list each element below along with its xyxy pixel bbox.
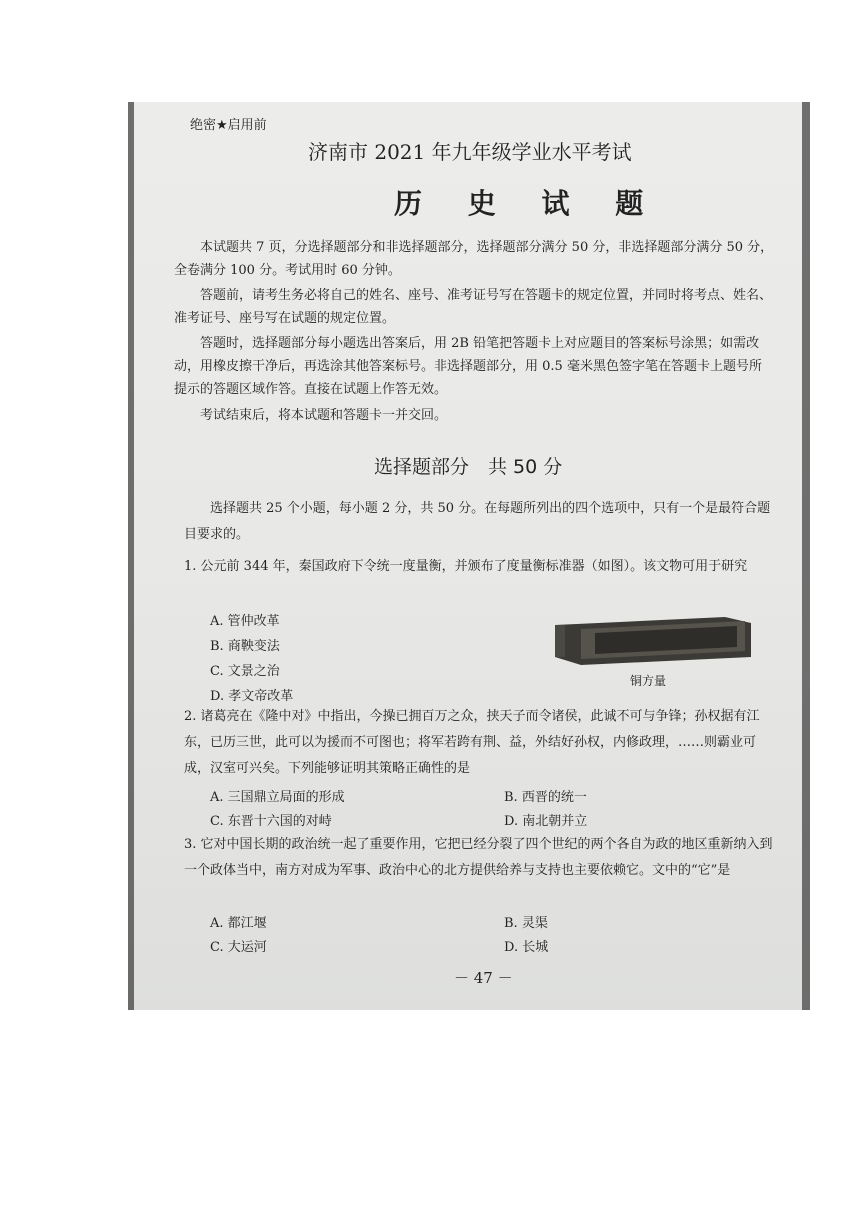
page-left-shadow — [128, 102, 134, 1010]
q2-option-d: D. 南北朝并立 — [504, 814, 588, 829]
section-instruction: 选择题共 25 个小题，每小题 2 分，共 50 分。在每题所列出的四个选项中，只有一个是最符合题目要求的。 — [184, 501, 771, 542]
instruction-paragraph-4: 考试结束后，将本试题和答题卡一并交回。 — [200, 408, 448, 423]
figure-caption: 铜方量 — [630, 674, 667, 688]
q2-option-b: B. 西晋的统一 — [504, 790, 587, 805]
q1-option-b: B. 商鞅变法 — [210, 639, 280, 654]
bronze-measure-handle — [555, 625, 565, 657]
instruction-paragraph-1: 本试题共 7 页，分选择题部分和非选择题部分，选择题部分满分 50 分，非选择题部分满分 50 分，全卷满分 100 分。考试用时 60 分钟。 — [174, 240, 774, 278]
instruction-paragraph-3: 答题时，选择题部分每小题选出答案后，用 2B 铅笔把答题卡上对应题目的答案标号涂黑；如需改动，用橡皮擦干净后，再选涂其他答案标号。非选择题部分，用 0.5 毫米黑色签字笔在答题卡上题号所提示的答题区域作答。直接在试题上作答无效。 — [174, 336, 762, 397]
question-1-stem: 1. 公元前 344 年，秦国政府下令统一度量衡，并颁布了度量衡标准器（如图）。该文物可用于研究 — [184, 559, 748, 574]
q1-option-d: D. 孝文帝改革 — [210, 689, 294, 704]
q3-option-a: A. 都江堰 — [210, 916, 267, 931]
bronze-measure-figure — [555, 607, 755, 667]
subject-title: 历 史 试 题 — [394, 187, 662, 220]
exam-title: 济南市 2021 年九年级学业水平考试 — [308, 140, 632, 164]
q3-option-b: B. 灵渠 — [504, 916, 548, 931]
q1-option-c: C. 文景之治 — [210, 664, 280, 679]
q3-option-c: C. 大运河 — [210, 940, 267, 955]
q1-option-a: A. 管仲改革 — [210, 614, 280, 629]
question-2-stem: 2. 诸葛亮在《隆中对》中指出，今操已拥百万之众，挟天子而令诸侯，此诚不可与争锋；孙权据有江东，已历三世，此可以为援而不可图也；将军若跨有荆、益，外结好孙权，内修政理，……则霸业可成，汉室可兴矣。下列能够证明其策略正确性的是 — [184, 709, 760, 776]
section-title: 选择题部分 共 50 分 — [374, 456, 563, 478]
exam-page-photo — [128, 102, 810, 1010]
q3-option-d: D. 长城 — [504, 940, 549, 955]
secret-mark: 绝密★启用前 — [190, 118, 267, 133]
q2-option-c: C. 东晋十六国的对峙 — [210, 814, 332, 829]
page-right-shadow — [802, 102, 810, 1010]
page-number: － 47 － — [454, 969, 513, 987]
q2-option-a: A. 三国鼎立局面的形成 — [210, 790, 345, 805]
question-3-stem: 3. 它对中国长期的政治统一起了重要作用，它把已经分裂了四个世纪的两个各自为政的地区重新纳入到一个政体当中，南方对成为军事、政治中心的北方提供给养与支持也主要依赖它。文中的“它”是 — [184, 837, 773, 878]
instruction-paragraph-2: 答题前，请考生务必将自己的姓名、座号、准考证号写在答题卡的规定位置，并同时将考点、姓名、准考证号、座号写在试题的规定位置。 — [174, 288, 773, 326]
